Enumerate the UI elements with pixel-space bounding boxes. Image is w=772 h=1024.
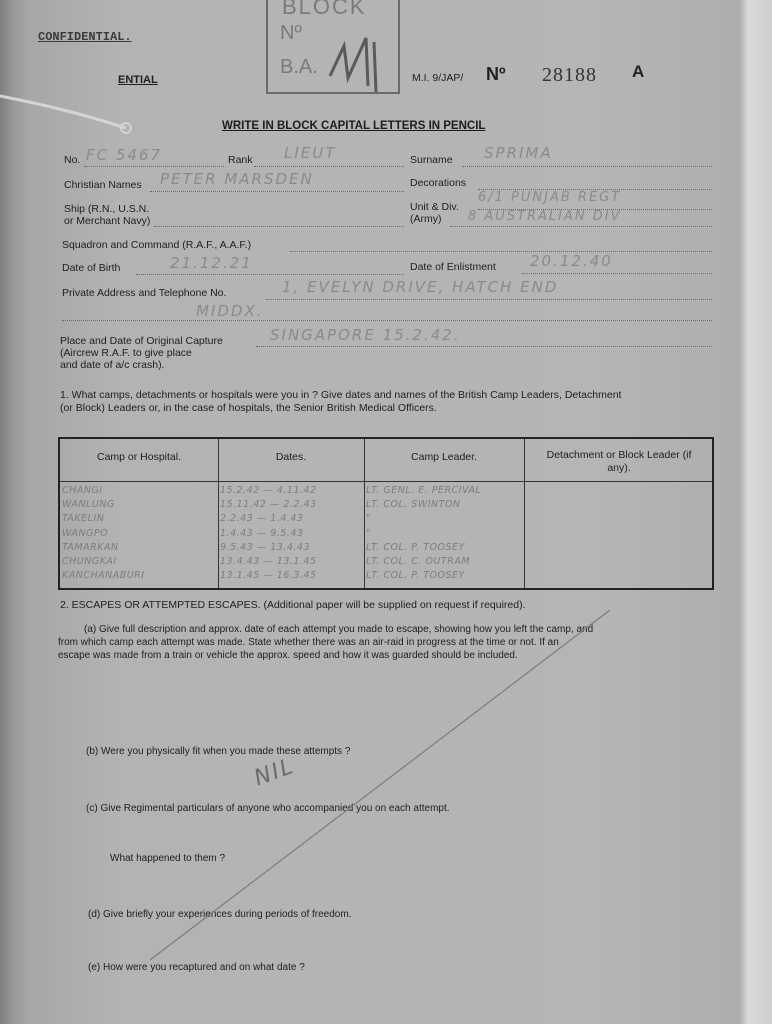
number-symbol: Nº: [486, 64, 506, 84]
table-cell: 15.2.42 — 4.11.42: [220, 485, 317, 496]
question-2a-line-2: from which camp each attempt was made. State whether there was an air-raid in progress at the time or not. If an: [58, 637, 559, 648]
table-cell: LT. COL. C. OUTRAM: [366, 556, 471, 567]
unit-value-1: 6/1 PUNJAB REGT: [478, 190, 622, 205]
capture-value: SINGAPORE 15.2.42.: [270, 326, 461, 344]
unit-value-2: 8 AUSTRALIAN DIV: [468, 209, 622, 224]
decorations-label: Decorations: [410, 177, 467, 189]
rank-label: Rank: [228, 154, 253, 166]
table-cell: ": [366, 527, 371, 539]
col-header-dates: Dates.: [275, 451, 307, 463]
rank-value: LIEUT: [284, 144, 337, 162]
table-cell: 15.11.42 — 2.2.43: [220, 499, 317, 511]
no-label: No.: [64, 154, 81, 166]
table-cell: WANGPO: [62, 527, 109, 539]
squadron-label: Squadron and Command (R.A.F., A.A.F.): [62, 239, 252, 251]
col-header-leader: Camp Leader.: [411, 451, 477, 463]
nil-mark: NIL: [250, 753, 299, 792]
table-cell: KANCHANABURI: [62, 570, 145, 582]
surname-label: Surname: [410, 154, 453, 166]
table-cell: 13.1.45 — 16.3.45: [220, 570, 317, 582]
stamp-line-3: B.A.: [280, 56, 318, 78]
instruction-heading: WRITE IN BLOCK CAPITAL LETTERS IN PENCIL: [222, 120, 486, 132]
confidential-printed: ENTIAL: [118, 74, 158, 86]
question-2-title: 2. ESCAPES OR ATTEMPTED ESCAPES. (Additional paper will be supplied on request if required).: [60, 599, 526, 611]
table-cell: LT. COL. P. TOOSEY: [366, 541, 465, 553]
table-cell: LT. GENL. E. PERCIVAL: [366, 485, 482, 496]
table-cell: TAKELIN: [62, 513, 105, 525]
table-cell: LT. COL. SWINTON: [366, 499, 461, 511]
form-number: 28188: [542, 64, 597, 86]
enlistment-label: Date of Enlistment: [410, 261, 496, 273]
table-cell: ": [366, 513, 371, 525]
table-cell: CHANGI: [62, 485, 103, 496]
ship-label-2: or Merchant Navy): [64, 215, 151, 227]
question-2a-line-1: (a) Give full description and approx. date of each attempt you made to escape, showing how you left the camp, and: [84, 624, 594, 635]
capture-label-1: Place and Date of Original Capture: [60, 335, 223, 347]
question-2c: (c) Give Regimental particulars of anyone who accompanied you on each attempt.: [86, 803, 450, 814]
question-2e: (e) How were you recaptured and on what date ?: [88, 962, 305, 973]
question-2a-line-3: escape was made from a train or vehicle the approx. speed and how it was guarded should be included.: [58, 650, 518, 661]
table-cell: WANLUNG: [62, 499, 115, 511]
col-header-camp: Camp or Hospital.: [96, 451, 182, 463]
question-2c-followup: What happened to them ?: [110, 853, 226, 864]
table-cell: CHUNGKAI: [62, 556, 117, 567]
unit-label-1: Unit & Div.: [410, 201, 459, 213]
question-2b: (b) Were you physically fit when you made these attempts ?: [86, 746, 351, 757]
col-header-detachment: Detachment or Block Leader (if any).: [546, 449, 692, 474]
christian-names-label: Christian Names: [64, 179, 142, 191]
dob-label: Date of Birth: [62, 262, 121, 274]
capture-label-3: and date of a/c crash).: [60, 359, 165, 371]
unit-label-2: (Army): [410, 213, 442, 225]
form-suffix: A: [632, 62, 645, 81]
dob-value: 21.12.21: [170, 254, 253, 272]
address-value-1: 1, EVELYN DRIVE, HATCH END: [282, 278, 559, 296]
capture-label-2: (Aircrew R.A.F. to give place: [60, 347, 192, 359]
address-value-2: MIDDX.: [196, 302, 264, 320]
surname-value: SPRIMA: [484, 144, 553, 162]
table-cell: 9.5.43 — 13.4.43: [220, 541, 311, 553]
address-label: Private Address and Telephone No.: [62, 287, 227, 299]
ship-label-1: Ship (R.N., U.S.N.: [64, 203, 150, 215]
question-1-line-1: 1. What camps, detachments or hospitals were you in ? Give dates and names of the British Camp Leaders, Detachment: [60, 389, 622, 401]
table-cell: 2.2.43 — 1.4.43: [220, 513, 304, 525]
enlistment-value: 20.12.40: [530, 252, 613, 270]
christian-names-value: PETER MARSDEN: [160, 170, 314, 188]
no-value: FC 5467: [86, 146, 163, 164]
table-cell: TAMARKAN: [62, 541, 119, 553]
table-cell: 13.4.43 — 13.1.45: [220, 556, 317, 567]
stamp-line-2: Nº: [280, 22, 302, 44]
table-cell: LT. COL. P. TOOSEY: [366, 570, 465, 582]
question-1-line-2: (or Block) Leaders or, in the case of hospitals, the Senior British Medical Officers.: [60, 402, 437, 414]
question-2d: (d) Give briefly your experiences during periods of freedom.: [88, 909, 352, 920]
form-code: M.I. 9/JAP/: [412, 72, 464, 84]
confidential-typed: CONFIDENTIAL.: [38, 30, 132, 44]
table-cell: 1.4.43 — 9.5.43: [220, 527, 304, 539]
stamp-line-1: BLOCK: [282, 0, 367, 19]
